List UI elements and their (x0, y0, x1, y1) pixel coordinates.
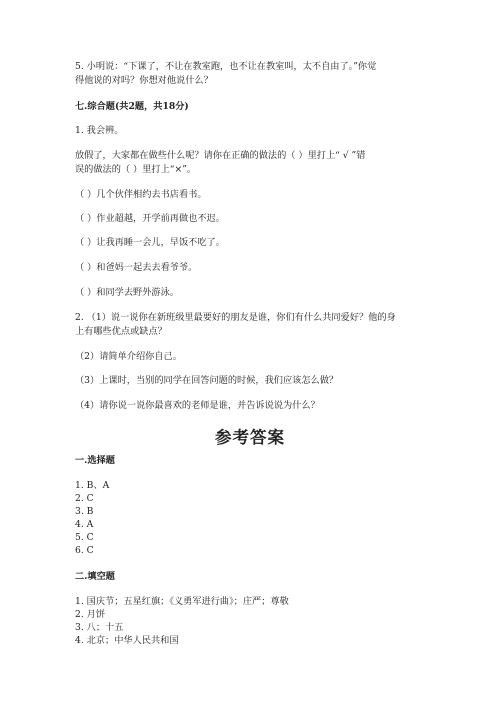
question-1-intro-line-1: 放假了，大家都在做些什么呢？请你在正确的做法的（ ）里打上“ √ ”错 (75, 150, 366, 161)
answers-title: 参考答案 (215, 428, 285, 447)
fill-answer: 4. 北京；中华人民共和国 (75, 635, 179, 646)
question-2-sub-3: （3）上课时，当别的同学在回答问题的时候，我们应该怎么做？ (75, 375, 339, 386)
judgement-item: （ ）和爸妈一起去去看爷爷。 (75, 262, 198, 273)
choice-answer: 5. C (75, 532, 94, 543)
question-5-line-1: 5. 小明说：“下课了，不让在教室跑，也不让在教室叫，太不自由了。”你觉 (75, 61, 377, 72)
section-7-heading: 七.综合题(共2题，共18分) (75, 101, 189, 112)
choice-answer: 1. B、A (75, 480, 110, 491)
question-1-title: 1. 我会辨。 (75, 125, 124, 136)
question-2-sub-2: （2）请简单介绍你自己。 (75, 351, 182, 362)
fill-answer: 2. 月饼 (75, 609, 106, 620)
judgement-item: （ ）让我再睡一会儿，早饭不吃了。 (75, 237, 225, 248)
judgement-item: （ ）几个伙伴相约去书店看书。 (75, 189, 207, 200)
choice-answer: 3. B (75, 506, 94, 517)
fill-heading: 二.填空题 (75, 571, 115, 582)
judgement-item: （ ）和同学去野外游泳。 (75, 287, 179, 298)
question-2-line-1: 2. （1）说一说你在新班级里最要好的朋友是谁，你们有什么共同爱好？他的身 (75, 312, 396, 323)
fill-answer: 3. 八；十五 (75, 622, 124, 633)
fill-answer: 1. 国庆节；五星红旗；《义勇军进行曲》；庄严；尊敬 (75, 596, 289, 607)
choice-answer: 6. C (75, 545, 94, 556)
choice-heading: 一.选择题 (75, 455, 115, 466)
question-1-intro-line-2: 误的做法的（ ）里打上“×”。 (75, 164, 197, 175)
question-2-sub-4: （4）请你说一说你最喜欢的老师是谁，并告诉说说为什么？ (75, 400, 320, 411)
judgement-item: （ ）作业超越，开学前再做也不迟。 (75, 213, 225, 224)
choice-answer: 4. A (75, 519, 94, 530)
choice-answer: 2. C (75, 493, 94, 504)
question-5-line-2: 得他说的对吗？你想对他说什么？ (75, 75, 213, 86)
question-2-line-2: 上有哪些优点或缺点？ (75, 326, 167, 337)
